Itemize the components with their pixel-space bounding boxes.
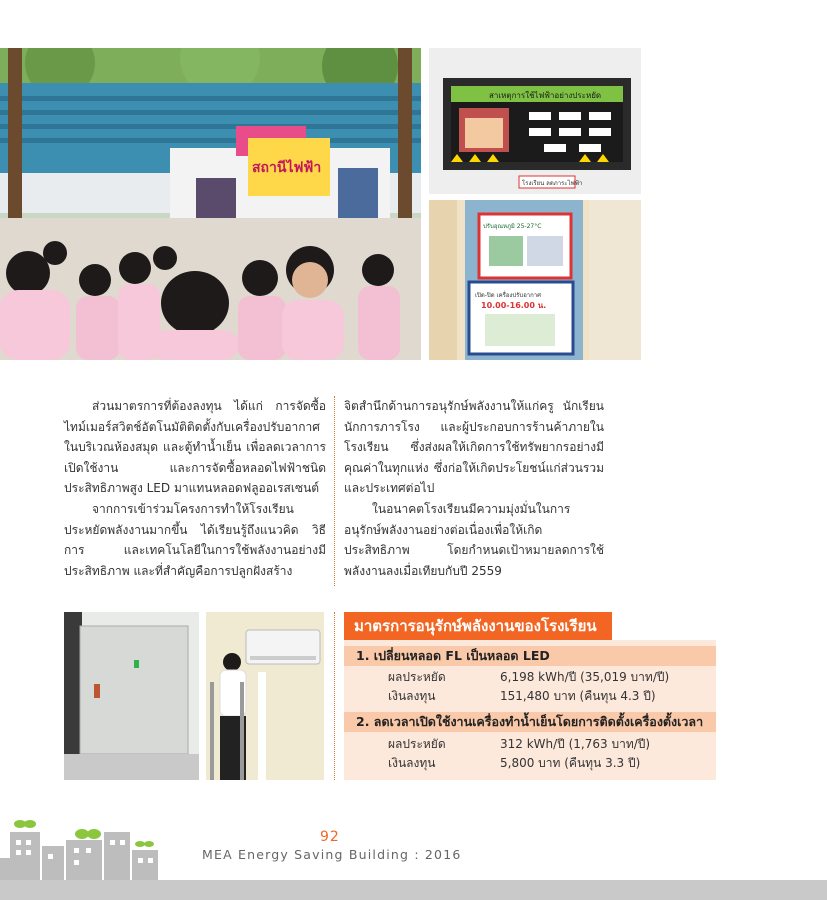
measure-value: 151,480 บาท (คืนทุน 4.3 ปี) <box>500 689 656 703</box>
page-number: 92 <box>320 829 340 845</box>
body-paragraph: จิตสำนึกด้านการอนุรักษ์พลังงานให้แก่ครู นักเรียน นักการภารโรง และผู้ประกอบการร้านค้าภายในโรงเรียน ซึ่งส่งผลให้เกิดการใช้ทรัพยากรอย่างมีคุณค่าในทุกแห่ง ซึ่งก่อให้เกิดประโยชน์แก่ส่วนรวมและประเทศต่อไป <box>344 399 604 496</box>
measure-label: เงินลงทุน <box>388 689 436 703</box>
energy-board-photo <box>429 48 641 194</box>
measure-value: 312 kWh/ปี (1,763 บาท/ปี) <box>500 737 651 751</box>
body-paragraph: ในอนาคตโรงเรียนมีความมุ่งมั่นในการอนุรักษ์พลังงานอย่างต่อเนื่องเพื่อให้เกิดประสิทธิภาพ โดยกำหนดเป้าหมายลดการใช้พลังงานลงเมื่อเทียบกับปี 2559 <box>344 501 604 578</box>
city-skyline-illustration <box>0 818 165 880</box>
body-paragraph: จากการเข้าร่วมโครงการทำให้โรงเรียนประหยัดพลังงานมากขึ้น ได้เรียนรู้ถึงแนวคิด วิธีการ และเทคโนโลยีในการใช้พลังงานอย่างมีประสิทธิภาพ และที่สำคัญคือการปลูกฝังสร้าง <box>64 501 326 578</box>
photo-divider <box>334 612 335 780</box>
students-exhibition-photo <box>0 48 421 360</box>
body-paragraph: ส่วนมาตรการที่ต้องลงทุน ได้แก่ การจัดซื้อไทม์เมอร์สวิตช์อัตโนมัติติดตั้งกับเครื่องปรับอากาศในบริเวณห้องสมุด และตู้ทำน้ำเย็น เพื่อลดเวลาการเปิดใช้งาน และการจัดซื้อหลอดไฟฟ้าชนิดประสิทธิภาพสูง LED มาแทนหลอดฟลูออเรสเซนต์ <box>64 399 326 496</box>
column-divider <box>334 396 335 586</box>
measures-title: มาตรการอนุรักษ์พลังงานของโรงเรียน <box>344 612 612 640</box>
board-caption: โรงเรียน ลดภาระไฟฟ้า <box>522 180 583 187</box>
measure-label: เงินลงทุน <box>388 756 436 770</box>
body-left-column <box>64 396 326 581</box>
measure-label: ผลประหยัด <box>388 670 446 684</box>
measure-heading: 2. ลดเวลาเปิดใช้งานเครื่องทำน้ำเย็นโดยการติดตั้งเครื่องตั้งเวลา <box>344 712 716 732</box>
exhibition-sign-text: สถานีไฟฟ้า <box>252 160 322 176</box>
measure-label: ผลประหยัด <box>388 737 446 751</box>
technician-photo <box>206 612 324 780</box>
poster-bottom-time: 10.00-16.00 น. <box>481 301 547 310</box>
timer-cabinet-photo <box>64 612 199 780</box>
body-right-column <box>344 396 604 581</box>
energy-measures-box <box>344 612 716 780</box>
measures-body <box>344 640 716 780</box>
measure-value: 6,198 kWh/ปี (35,019 บาท/ปี) <box>500 670 670 684</box>
measure-heading: 1. เปลี่ยนหลอด FL เป็นหลอด LED <box>344 646 716 666</box>
board-title: สาเหตุการใช้ไฟฟ้าอย่างประหยัด <box>489 91 602 100</box>
measure-value: 5,800 บาท (คืนทุน 3.3 ปี) <box>500 756 641 770</box>
footer-bar <box>0 880 827 900</box>
poster-top-text: ปรับอุณหภูมิ 25-27°C <box>483 223 542 230</box>
footer-title: MEA Energy Saving Building : 2016 <box>202 847 462 862</box>
poster-bottom-title: เปิด-ปิด เครื่องปรับอากาศ <box>475 292 541 299</box>
energy-poster-photo <box>429 200 641 360</box>
